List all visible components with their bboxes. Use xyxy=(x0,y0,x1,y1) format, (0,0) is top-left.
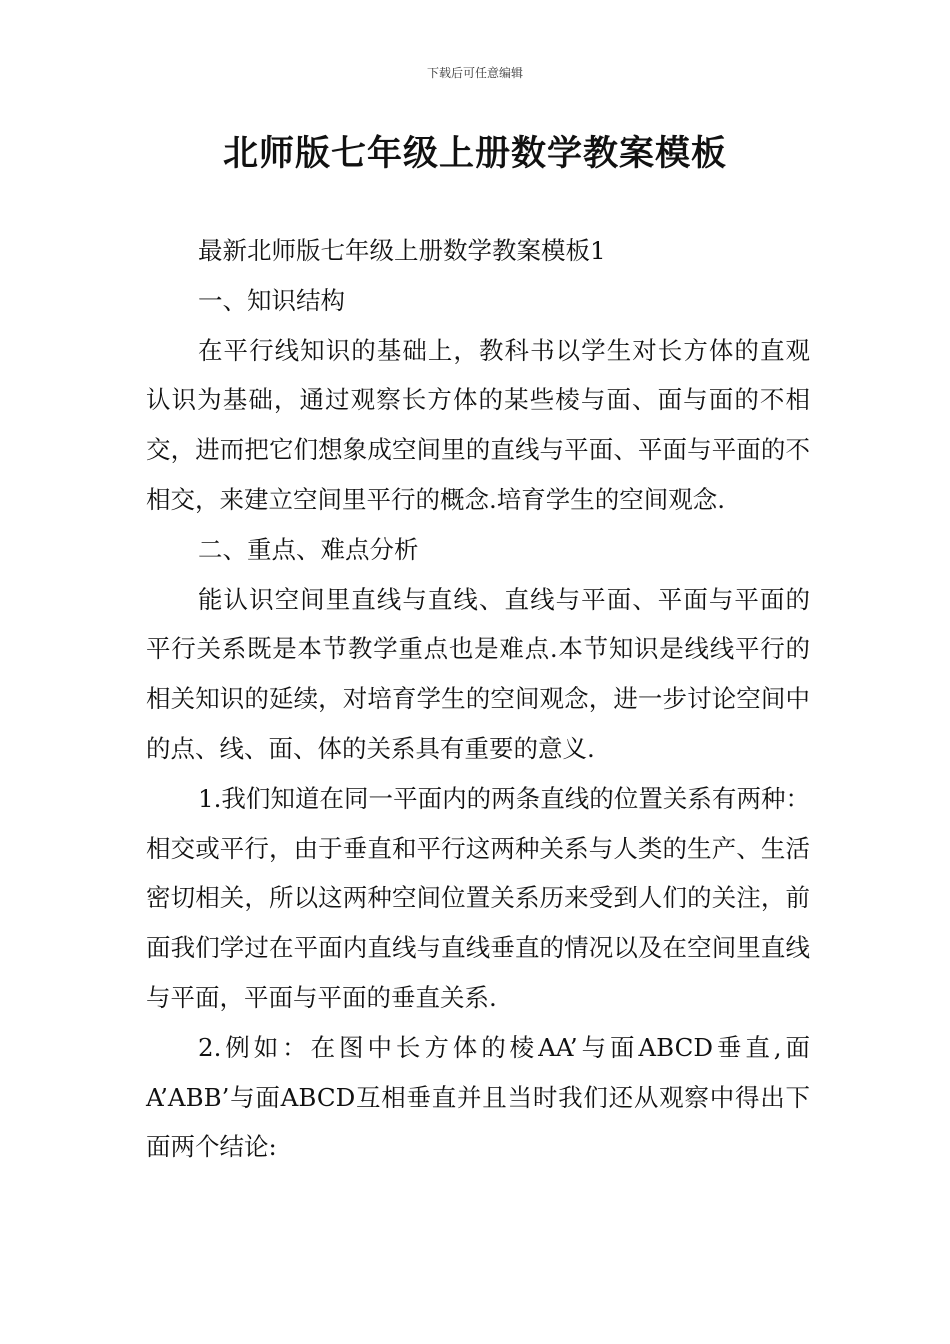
paragraph-knowledge-structure: 在平行线知识的基础上，教科书以学生对长方体的直观认识为基础，通过观察长方体的某些棱与面、面与面的不相交，进而把它们想象成空间里的直线与平面、平面与平面的不相交，来建立空间里平行的概念.培育学生的空间观念. xyxy=(146,335,810,514)
header-note: 下载后可任意编辑 xyxy=(426,66,523,80)
section-heading-key-points: 二、重点、难点分析 xyxy=(198,534,419,564)
section-heading-knowledge-structure: 一、知识结构 xyxy=(198,285,345,315)
subtitle-paragraph: 最新北师版七年级上册数学教案模板1 xyxy=(198,236,606,265)
paragraph-item-2: 2.例如：在图中长方体的棱AA’与面ABCD垂直,面A’ABB’与面ABCD互相垂直并且当时我们还从观察中得出下面两个结论: xyxy=(146,1032,810,1162)
document-title: 北师版七年级上册数学教案模板 xyxy=(222,134,727,174)
paragraph-item-1: 1.我们知道在同一平面内的两条直线的位置关系有两种：相交或平行，由于垂直和平行这两种关系与人类的生产、生活密切相关，所以这两种空间位置关系历来受到人们的关注，前面我们学过在平面内直线与直线垂直的情况以及在空间里直线与平面，平面与平面的垂直关系. xyxy=(146,783,810,1012)
paragraph-key-points: 能认识空间里直线与直线、直线与平面、平面与平面的平行关系既是本节教学重点也是难点.本节知识是线线平行的相关知识的延续，对培育学生的空间观念，进一步讨论空间中的点、线、面、体的关系具有重要的意义. xyxy=(146,584,810,763)
document-body xyxy=(146,226,810,1172)
